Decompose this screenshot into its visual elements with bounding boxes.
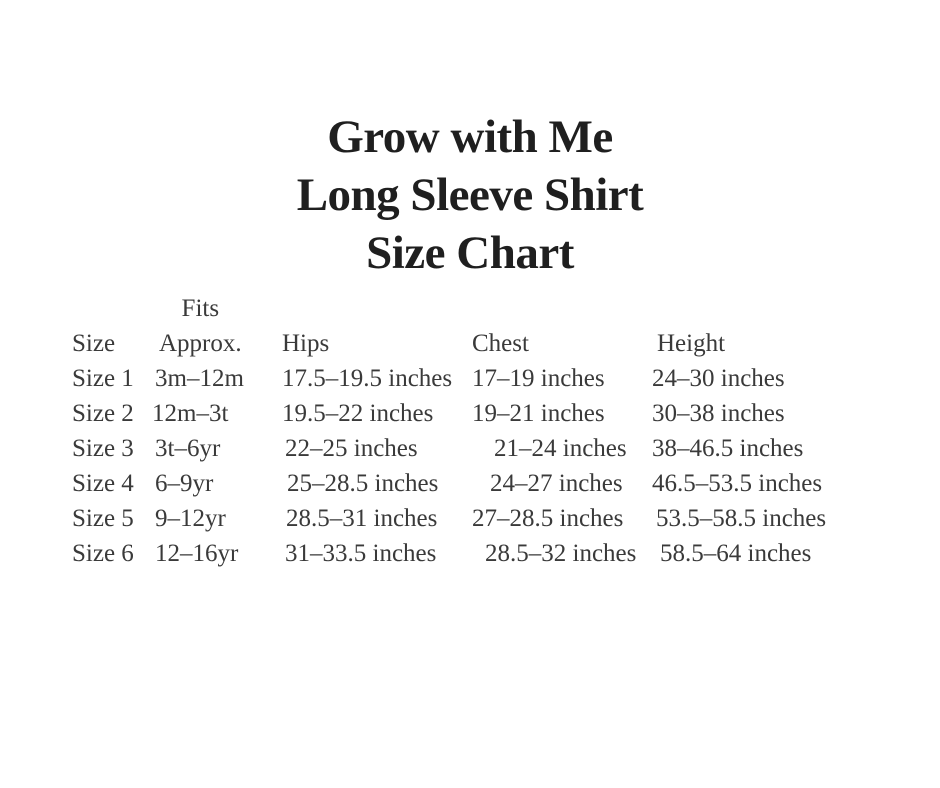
cell-height: 38–46.5 inches (652, 435, 804, 462)
table-row (72, 396, 868, 431)
column-header-chest: Chest (472, 330, 529, 357)
cell-fits-approx: 12–16yr (155, 540, 239, 567)
cell-size: Size 2 (72, 400, 134, 427)
size-chart-table (72, 291, 868, 571)
table-body (72, 361, 868, 571)
cell-fits-approx: 3m–12m (155, 365, 244, 392)
cell-fits-approx: 3t–6yr (155, 435, 221, 462)
cell-height: 58.5–64 inches (660, 540, 812, 567)
cell-height: 46.5–53.5 inches (652, 470, 823, 497)
cell-hips: 17.5–19.5 inches (282, 365, 453, 392)
table-row (72, 361, 868, 396)
cell-height: 53.5–58.5 inches (656, 505, 827, 532)
page-title (0, 108, 940, 282)
table-row (72, 431, 868, 466)
cell-fits-approx: 9–12yr (155, 505, 226, 532)
column-header-height: Height (657, 330, 726, 357)
cell-chest: 17–19 inches (472, 365, 605, 392)
column-header-fits-line2: Approx. (159, 330, 242, 357)
table-row (72, 501, 868, 536)
cell-size: Size 5 (72, 505, 134, 532)
cell-fits-approx: 12m–3t (152, 400, 229, 427)
cell-hips: 22–25 inches (285, 435, 418, 462)
column-header-hips: Hips (282, 330, 330, 357)
cell-hips: 28.5–31 inches (286, 505, 438, 532)
cell-hips: 19.5–22 inches (282, 400, 434, 427)
column-header-fits-approx (155, 291, 282, 361)
title-line-2: Long Sleeve Shirt (296, 169, 644, 221)
title-line-3: Size Chart (366, 227, 574, 279)
cell-chest: 27–28.5 inches (472, 505, 624, 532)
cell-size: Size 3 (72, 435, 134, 462)
title-line-1: Grow with Me (327, 111, 613, 163)
cell-chest: 19–21 inches (472, 400, 605, 427)
cell-chest: 24–27 inches (490, 470, 623, 497)
cell-chest: 21–24 inches (494, 435, 627, 462)
cell-size: Size 6 (72, 540, 134, 567)
cell-height: 24–30 inches (652, 365, 785, 392)
cell-fits-approx: 6–9yr (155, 470, 214, 497)
cell-height: 30–38 inches (652, 400, 785, 427)
cell-size: Size 4 (72, 470, 134, 497)
table-row (72, 536, 868, 571)
table-row (72, 466, 868, 501)
column-header-fits-line1: Fits (181, 295, 220, 322)
column-header-size: Size (72, 330, 116, 357)
table-header-row (72, 291, 868, 361)
cell-hips: 31–33.5 inches (285, 540, 437, 567)
cell-size: Size 1 (72, 365, 134, 392)
cell-hips: 25–28.5 inches (287, 470, 439, 497)
cell-chest: 28.5–32 inches (485, 540, 637, 567)
